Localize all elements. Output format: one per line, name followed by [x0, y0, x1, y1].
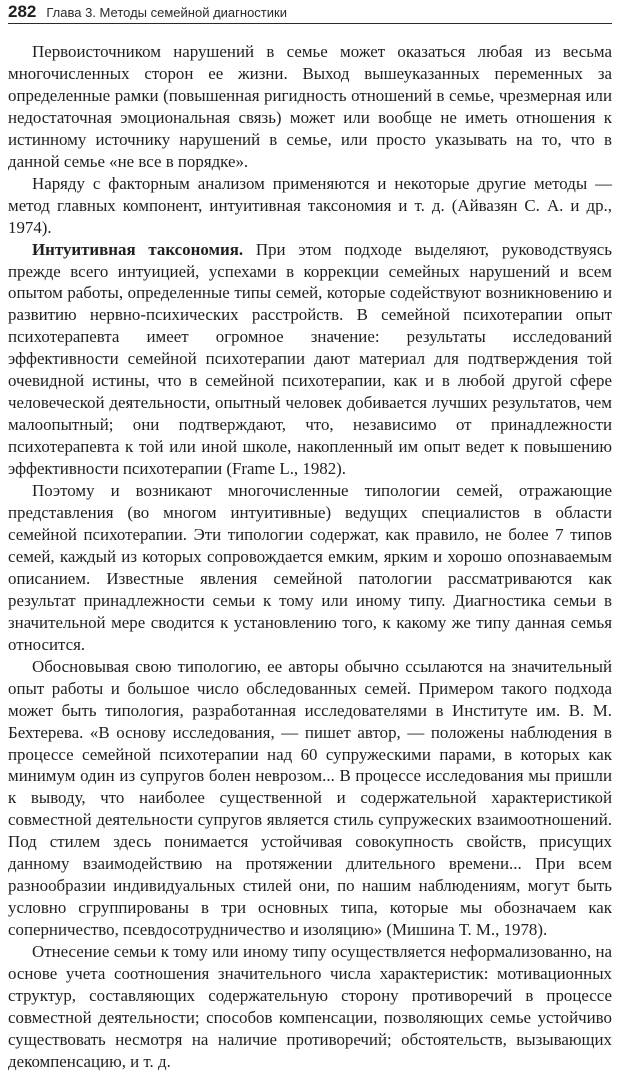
paragraph-text: Отнесение семьи к тому или иному типу осуществляется неформализованно, на основе учета соотношения значительного числа характеристик: мотивационных структур, составляющих содержательную сторону противоречий в процессе совместной деятельности; способов компенсации, позволяющих семье устойчиво существовать несмотря на наличие противоречий; обстоятельств, вызывающих декомпенсацию, и т. д. [8, 942, 612, 1071]
term-heading: Интуитивная таксономия. [32, 239, 244, 259]
paragraph [8, 41, 612, 173]
paragraph [8, 480, 612, 656]
paragraph [8, 239, 612, 480]
paragraph [8, 173, 612, 239]
paragraph-text: Обосновывая свою типологию, ее авторы обычно ссылаются на значительный опыт работы и большое число обследованных семей. Примером такого подхода может быть типология, разработанная исследователями в Институте им. В. М. Бехтерева. «В основу исследования, — пишет автор, — положены наблюдения в процессе семейной психотерапии над 60 супружескими парами, в которых как минимум один из супругов болен неврозом... В процессе исследования мы пришли к выводу, что наиболее существенной и содержательной характеристикой совместной деятельности супругов является стиль супружеских взаимоотношений. Под стилем здесь понимается устойчивая совокупность свойств, присущих данному взаимодействию на протяжении длительного времени... При всем разнообразии индивидуальных стилей они, по нашим наблюдениям, могут быть условно сгруппированы в три основных типа, которые мы обозначаем как соперничество, псевдосотрудничество и изоляцию» (Мишина Т. М., 1978). [8, 656, 612, 940]
body-text [8, 41, 612, 1073]
paragraph [8, 941, 612, 1073]
page-header [8, 0, 612, 24]
page-number: 282 [8, 2, 37, 21]
running-head: Глава 3. Методы семейной диагностики [46, 5, 287, 20]
paragraph-text: При этом подходе выделяют, руководствуясь прежде всего интуицией, успехами в коррекции семейных нарушений и всем опытом работы, определенные типы семей, которые содействуют возникновению и развитию нервно-психических расстройств. В семейной психотерапии опыт психотерапевта имеет огромное значение: результаты исследований эффективности семейной психотерапии дают материал для подтверждения той очевидной истины, что в семейной психотерапии, как и в любой другой сфере человеческой деятельности, опытный человек добивается лучших результатов, чем малоопытный; они подтверждают, что, независимо от принадлежности психотерапевта к той или иной школе, накопленный им опыт ведет к повышению эффективности психотерапии (Frame L., 1982). [8, 239, 612, 479]
paragraph-text: Первоисточником нарушений в семье может оказаться любая из весьма многочисленных сторон ее жизни. Выход вышеуказанных переменных за определенные рамки (повышенная ригидность отношений в семье, чрезмерная или недостаточная эмоциональная связь) может или вообще не иметь отношения к истинному источнику нарушений в семье, или просто указывать на то, что в данной семье «не все в порядке». [8, 42, 612, 171]
paragraph [8, 656, 612, 941]
paragraph-text: Поэтому и возникают многочисленные типологии семей, отражающие представления (во многом интуитивные) ведущих специалистов в области семейной психотерапии. Эти типологии содержат, как правило, не более 7 типов семей, каждый из которых сопровождается емким, ярким и хорошо опознаваемым описанием. Известные явления семейной патологии рассматриваются как результат принадлежности семьи к тому или иному типу. Диагностика семьи в значительной мере сводится к установлению того, к какому же типу данная семья относится. [8, 481, 612, 654]
paragraph-text: Наряду с факторным анализом применяются и некоторые другие методы — метод главных компонент, интуитивная таксономия и т. д. (Айвазян С. А. и др., 1974). [8, 173, 612, 237]
